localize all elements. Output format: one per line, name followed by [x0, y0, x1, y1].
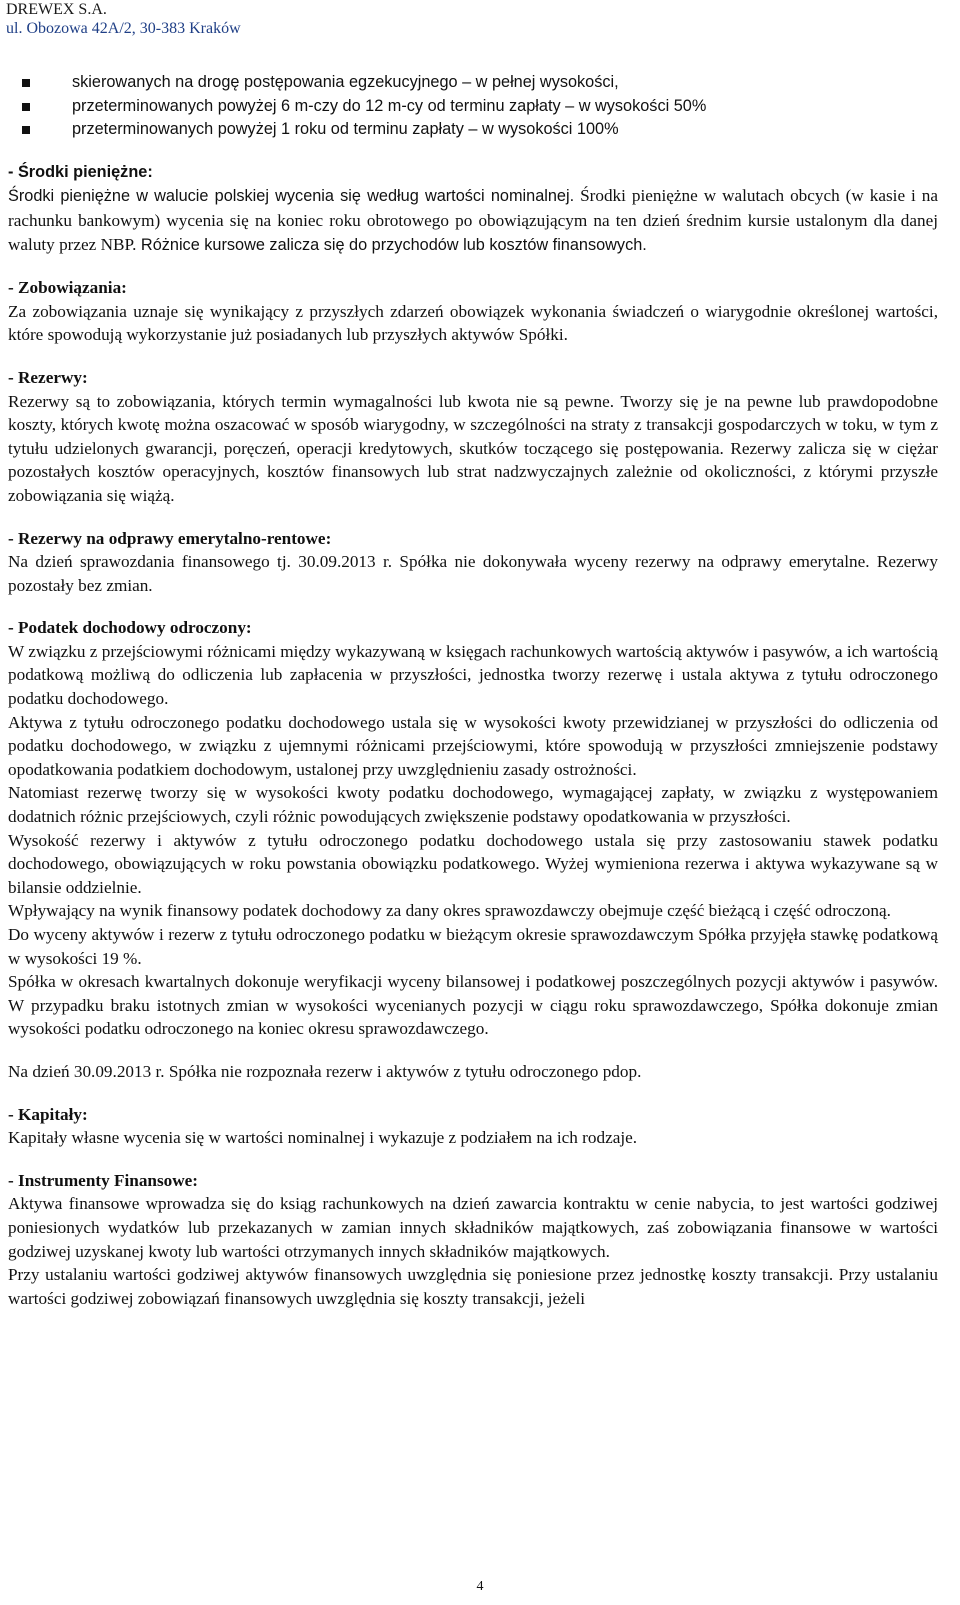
document-body: [8, 71, 938, 1310]
section-heading-podatek: - Podatek dochodowy odroczony:: [8, 618, 252, 638]
section-heading-instrumenty: - Instrumenty Finansowe:: [8, 1170, 199, 1190]
company-name: DREWEX S.A.: [6, 1, 107, 18]
list-item-text: przeterminowanych powyżej 1 roku od terminu zapłaty – w wysokości 100%: [72, 120, 619, 139]
section-text-podatek: Do wyceny aktywów i rezerw z tytułu odroczonego podatku w bieżącym okresie sprawozdawczym Spółka przyjęła stawkę podatkową w wysokości 19 %.: [8, 925, 938, 968]
spacer: [8, 257, 938, 276]
section-text-instrumenty: Przy ustalaniu wartości godziwej aktywów finansowych uwzględnia się poniesione przez jednostkę koszty transakcji. Przy ustalaniu wartości godziwej zobowiązań finansowych uwzględnia się koszty transakcji, jeżeli: [8, 1265, 938, 1308]
list-item-text: skierowanych na drogę postępowania egzekucyjnego – w pełnej wysokości,: [72, 73, 619, 91]
section-text-srodki: [8, 184, 938, 257]
company-address: ul. Obozowa 42A/2, 30-383 Kraków: [6, 20, 241, 37]
spacer: [8, 347, 938, 366]
section-text-podatek: Aktywa z tytułu odroczonego podatku dochodowego ustala się w wysokości kwoty przewidzianej w przyszłości do odliczenia od podatku dochodowego, w związku z ujemnymi różnicami przejściowymi, które spowodują w przyszłości zmniejszenie podstawy opodatkowania podatkiem dochodowym, ustalonej przy uwzględnieniu zasady ostrożności.: [8, 712, 938, 779]
srodki-text-part3: Różnice kursowe zalicza się do przychodów lub kosztów finansowych.: [136, 235, 647, 254]
section-heading-zobowiazania: - Zobowiązania:: [8, 278, 127, 298]
list-item-text: przeterminowanych powyżej 6 m-czy do 12 m-cy od terminu zapłaty – w wysokości 50%: [72, 96, 707, 115]
section-text-rezerwy: Rezerwy są to zobowiązania, których termin wymagalności lub kwota nie są pewne. Tworzy się je na pewne lub prawdopodobne koszty, których kwotę można oszacować w sposób wiarygodny, w szczególności na straty z transakcji gospodarczych w toku, w tym z tytułu udzielonych gwarancji, poręczeń, operacji kredytowych, skutków toczącego się postępowania. Rezerwy zalicza się w ciężar pozostałych kosztów operacyjnych, kosztów finansowych lub strat nadzwyczajnych zależnie od okoliczności, z którymi przyszłe zobowiązania się wiążą.: [8, 391, 938, 505]
spacer: [8, 1084, 938, 1103]
section-text-zobowiazania: Za zobowiązania uznaje się wynikający z przyszłych zdarzeń obowiązek wykonania świadczeń o wiarygodnie określonej wartości, które spowodują wykorzystanie już posiadanych lub przyszłych aktywów Spółki.: [8, 301, 938, 345]
list-item: [8, 95, 938, 119]
section-text-instrumenty: Aktywa finansowe wprowadza się do ksiąg rachunkowych na dzień zawarcia kontraktu w cenie nabycia, to jest wartości godziwej poniesionych wydatków lub przekazanych w zamian innych składników majątkowych, zaś zobowiązania finansowe w wartości godziwej uzyskanej kwoty lub wartości otrzymanych innych składników majątkowych.: [8, 1194, 938, 1261]
section-text-podatek: Wysokość rezerwy i aktywów z tytułu odroczonego podatku dochodowego ustala się przy zastosowaniu stawek podatku dochodowego, obowiązujących w roku powstania obowiązku podatkowego. Wyżej wymieniona rezerwa i aktywa wykazywane są w bilansie oddzielnie.: [8, 830, 938, 897]
section-heading-kapitaly: - Kapitały:: [8, 1104, 88, 1124]
page-header: [6, 0, 241, 38]
srodki-text-part2: Środki pieniężne w walutach obcych (w kasie i na rachunku bankowym) wycenia się na koniec roku obrotowego po obowiązującym na ten dzień średnim kursie ustalonym dla danej waluty przez NBP.: [8, 186, 939, 254]
section-heading-emerytalne: - Rezerwy na odprawy emerytalno-rentowe:: [8, 528, 332, 548]
bullet-list: [8, 71, 938, 142]
section-text-kapitaly: Kapitały własne wycenia się w wartości nominalnej i wykazuje z podziałem na ich rodzaje.: [8, 1128, 638, 1148]
section-text-emerytalne: Na dzień sprawozdania finansowego tj. 30.09.2013 r. Spółka nie dokonywała wyceny rezerwy na odprawy emerytalne. Rezerwy pozostały bez zmian.: [8, 552, 938, 595]
section-heading-srodki: - Środki pieniężne:: [8, 162, 153, 181]
podatek-closing-text: Na dzień 30.09.2013 r. Spółka nie rozpoznała rezerw i aktywów z tytułu odroczonego pdop.: [8, 1061, 642, 1081]
list-item: [8, 118, 938, 142]
square-bullet-icon: [22, 103, 30, 111]
square-bullet-icon: [22, 79, 30, 87]
section-text-podatek: W związku z przejściowymi różnicami między wykazywaną w księgach rachunkowych wartością aktywów i pasywów, a ich wartością podatkową możliwą do odliczenia lub zapłacenia w przyszłości, jednostka tworzy rezerwę i ustala aktywa z tytułu odroczonego podatku dochodowego.: [8, 641, 938, 709]
section-heading-rezerwy: - Rezerwy:: [8, 367, 88, 387]
section-text-podatek: Spółka w okresach kwartalnych dokonuje weryfikacji wyceny bilansowej i podatkowej poszczególnych pozycji aktywów i pasywów. W przypadku braku istotnych zmian w wysokości wycenianych pozycji w ciągu roku sprawozdawczego, Spółka dokonuje zmian wysokości podatku odroczonego na koniec okresu sprawozdawczego.: [8, 972, 938, 1039]
section-text-podatek: Wpływający na wynik finansowy podatek dochodowy za dany okres sprawozdawczy obejmuje część bieżącą i część odroczoną.: [8, 901, 891, 921]
page-number: 4: [476, 1579, 484, 1594]
spacer: [8, 1150, 938, 1169]
section-text-podatek: Natomiast rezerwę tworzy się w wysokości kwoty podatku dochodowego, wymagającej zapłaty, w związku z występowaniem dodatnich różnic przejściowych, czyli różnic powodujących zwiększenie podstawy opodatkowania w przyszłości.: [8, 783, 938, 827]
list-item: [8, 71, 938, 95]
spacer: [8, 597, 938, 616]
srodki-text-part1: Środki pieniężne w walucie polskiej wycenia się według wartości nominalnej.: [8, 187, 575, 206]
spacer: [8, 1041, 938, 1060]
spacer: [8, 508, 938, 527]
square-bullet-icon: [22, 126, 30, 134]
spacer: [8, 142, 938, 161]
